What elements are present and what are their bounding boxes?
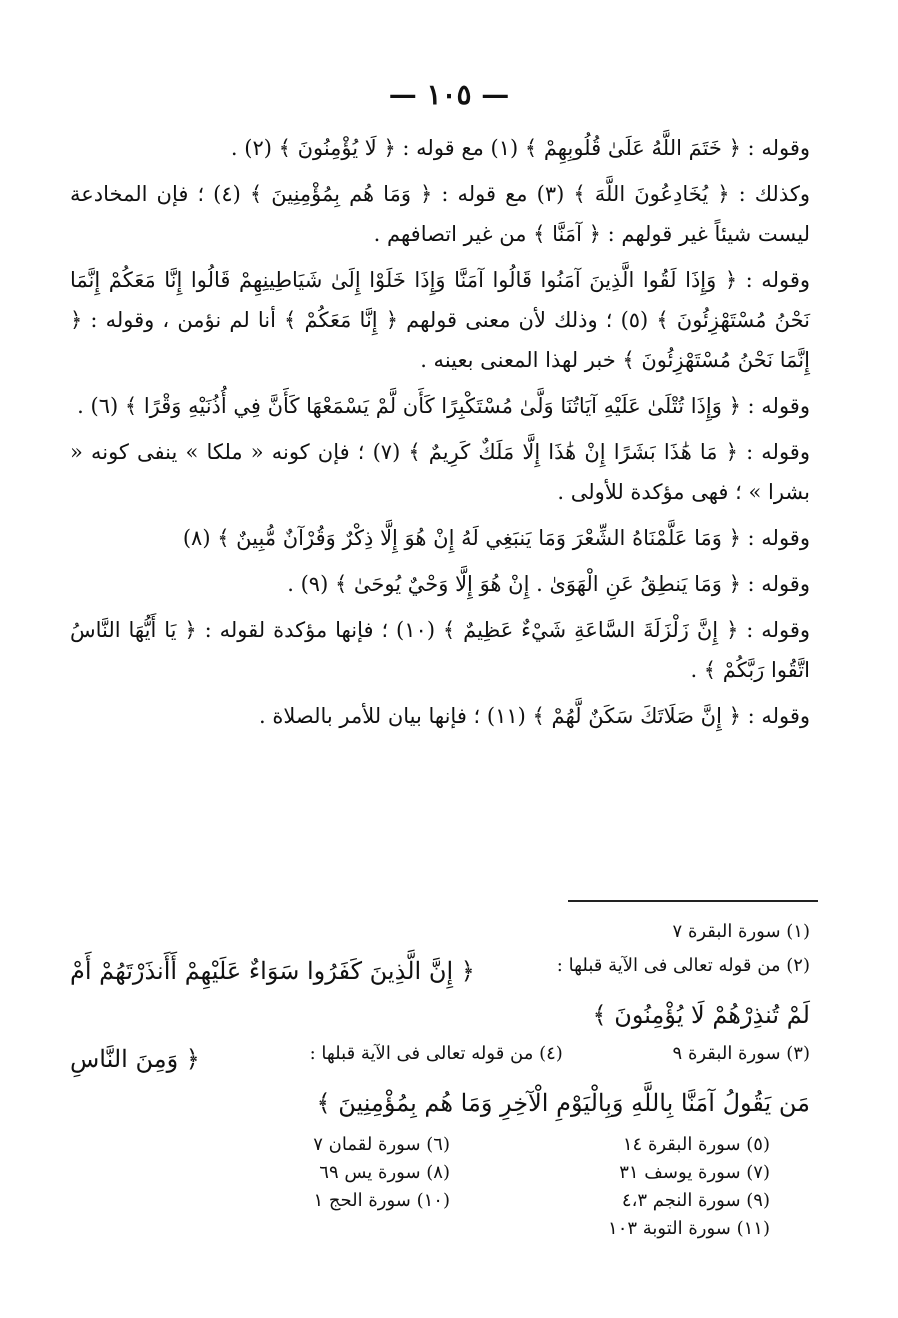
paragraph-1: وقوله : ﴿ خَتَمَ اللَّهُ عَلَىٰ قُلُوبِهِمْ ﴾ (١) مع قوله : ﴿ لَا يُؤْمِنُونَ ﴾ (٢) . [230,136,810,160]
footnote-9: (٩) سورة النجم ٤،٣ [621,1190,770,1211]
footnotes [70,915,810,1243]
footnote-6: (٦) سورة لقمان ٧ [313,1134,450,1155]
footnote-grid [70,1131,810,1243]
footnote-11: (١١) سورة التوبة ١٠٣ [608,1218,770,1239]
footnote-1: (١) سورة البقرة ٧ [672,921,810,942]
paragraph-4: وقوله : ﴿ وَإِذَا تُتْلَىٰ عَلَيْهِ آيَاتُنَا وَلَّىٰ مُسْتَكْبِرًا كَأَن لَّمْ يَسْمَعْهَا كَأَنَّ فِي أُذُنَيْهِ وَقْرًا ﴾ (٦) . [77,394,810,418]
paragraph-7: وقوله : ﴿ وَمَا يَنطِقُ عَنِ الْهَوَىٰ . إِنْ هُوَ إِلَّا وَحْيٌ يُوحَىٰ ﴾ (٩) . [287,572,810,596]
footnote-3-4-row [70,1037,810,1081]
footnote-5: (٥) سورة البقرة ١٤ [622,1134,770,1155]
footnote-2-label: (٢) من قوله تعالى فى الآية قبلها : [556,955,810,976]
footnote-4-verse-a: ﴿ وَمِنَ النَّاسِ [70,1045,200,1073]
footnote-2-verse-b: لَمْ تُنذِرْهُمْ لَا يُؤْمِنُونَ ﴾ [592,1001,810,1029]
footnote-3: (٣) سورة البقرة ٩ [672,1043,810,1064]
footnote-2-row [70,949,810,993]
footnote-divider [568,900,818,902]
paragraph-2: وكذلك : ﴿ يُخَادِعُونَ اللَّهَ ﴾ (٣) مع قوله : ﴿ وَمَا هُم بِمُؤْمِنِينَ ﴾ (٤) ؛ فإن المخادعة ليست شيئاً غير قولهم : ﴿ آمَنَّا ﴾ من غير اتصافهم . [70,182,810,246]
paragraph-3: وقوله : ﴿ وَإِذَا لَقُوا الَّذِينَ آمَنُوا قَالُوا آمَنَّا وَإِذَا خَلَوْا إِلَىٰ شَيَاطِينِهِمْ قَالُوا إِنَّا مَعَكُمْ إِنَّمَا نَحْنُ مُسْتَهْزِئُونَ ﴾ (٥) ؛ وذلك لأن معنى قولهم ﴿ إِنَّا مَعَكُمْ ﴾ أنا لم نؤمن ، وقوله : ﴿ إِنَّمَا نَحْنُ مُسْتَهْزِئُونَ ﴾ خبر لهذا المعنى بعينه . [70,268,810,372]
paragraph-6: وقوله : ﴿ وَمَا عَلَّمْنَاهُ الشِّعْرَ وَمَا يَنبَغِي لَهُ إِنْ هُوَ إِلَّا ذِكْرٌ وَقُرْآنٌ مُّبِينٌ ﴾ (٨) [182,526,810,550]
footnote-8: (٨) سورة يس ٦٩ [319,1162,450,1183]
footnote-4-verse-b: مَن يَقُولُ آمَنَّا بِاللَّهِ وَبِالْيَوْمِ الْآخِرِ وَمَا هُم بِمُؤْمِنِينَ ﴾ [316,1089,810,1117]
footnote-10: (١٠) سورة الحج ١ [313,1190,450,1211]
paragraph-5: وقوله : ﴿ مَا هَٰذَا بَشَرًا إِنْ هَٰذَا إِلَّا مَلَكٌ كَرِيمٌ ﴾ (٧) ؛ فإن كونه « ملكا » ينفى كونه « بشرا » ؛ فهى مؤكدة للأولى . [70,440,810,504]
paragraph-9: وقوله : ﴿ إِنَّ صَلَاتَكَ سَكَنٌ لَّهُمْ ﴾ (١١) ؛ فإنها بيان للأمر بالصلاة . [258,704,810,728]
footnote-4-label: (٤) من قوله تعالى فى الآية قبلها : [309,1043,563,1064]
paragraph-8: وقوله : ﴿ إِنَّ زَلْزَلَةَ السَّاعَةِ شَيْءٌ عَظِيمٌ ﴾ (١٠) ؛ فإنها مؤكدة لقوله : ﴿ يَا أَيُّهَا النَّاسُ اتَّقُوا رَبَّكُمْ ﴾ . [70,618,810,682]
body-text [70,128,810,742]
page-number: — ١٠٥ — [388,78,510,111]
footnote-7: (٧) سورة يوسف ٣١ [619,1162,770,1183]
footnote-2-verse-a: ﴿ إِنَّ الَّذِينَ كَفَرُوا سَوَاءٌ عَلَيْهِمْ أَأَنذَرْتَهُمْ أَمْ [70,957,475,985]
